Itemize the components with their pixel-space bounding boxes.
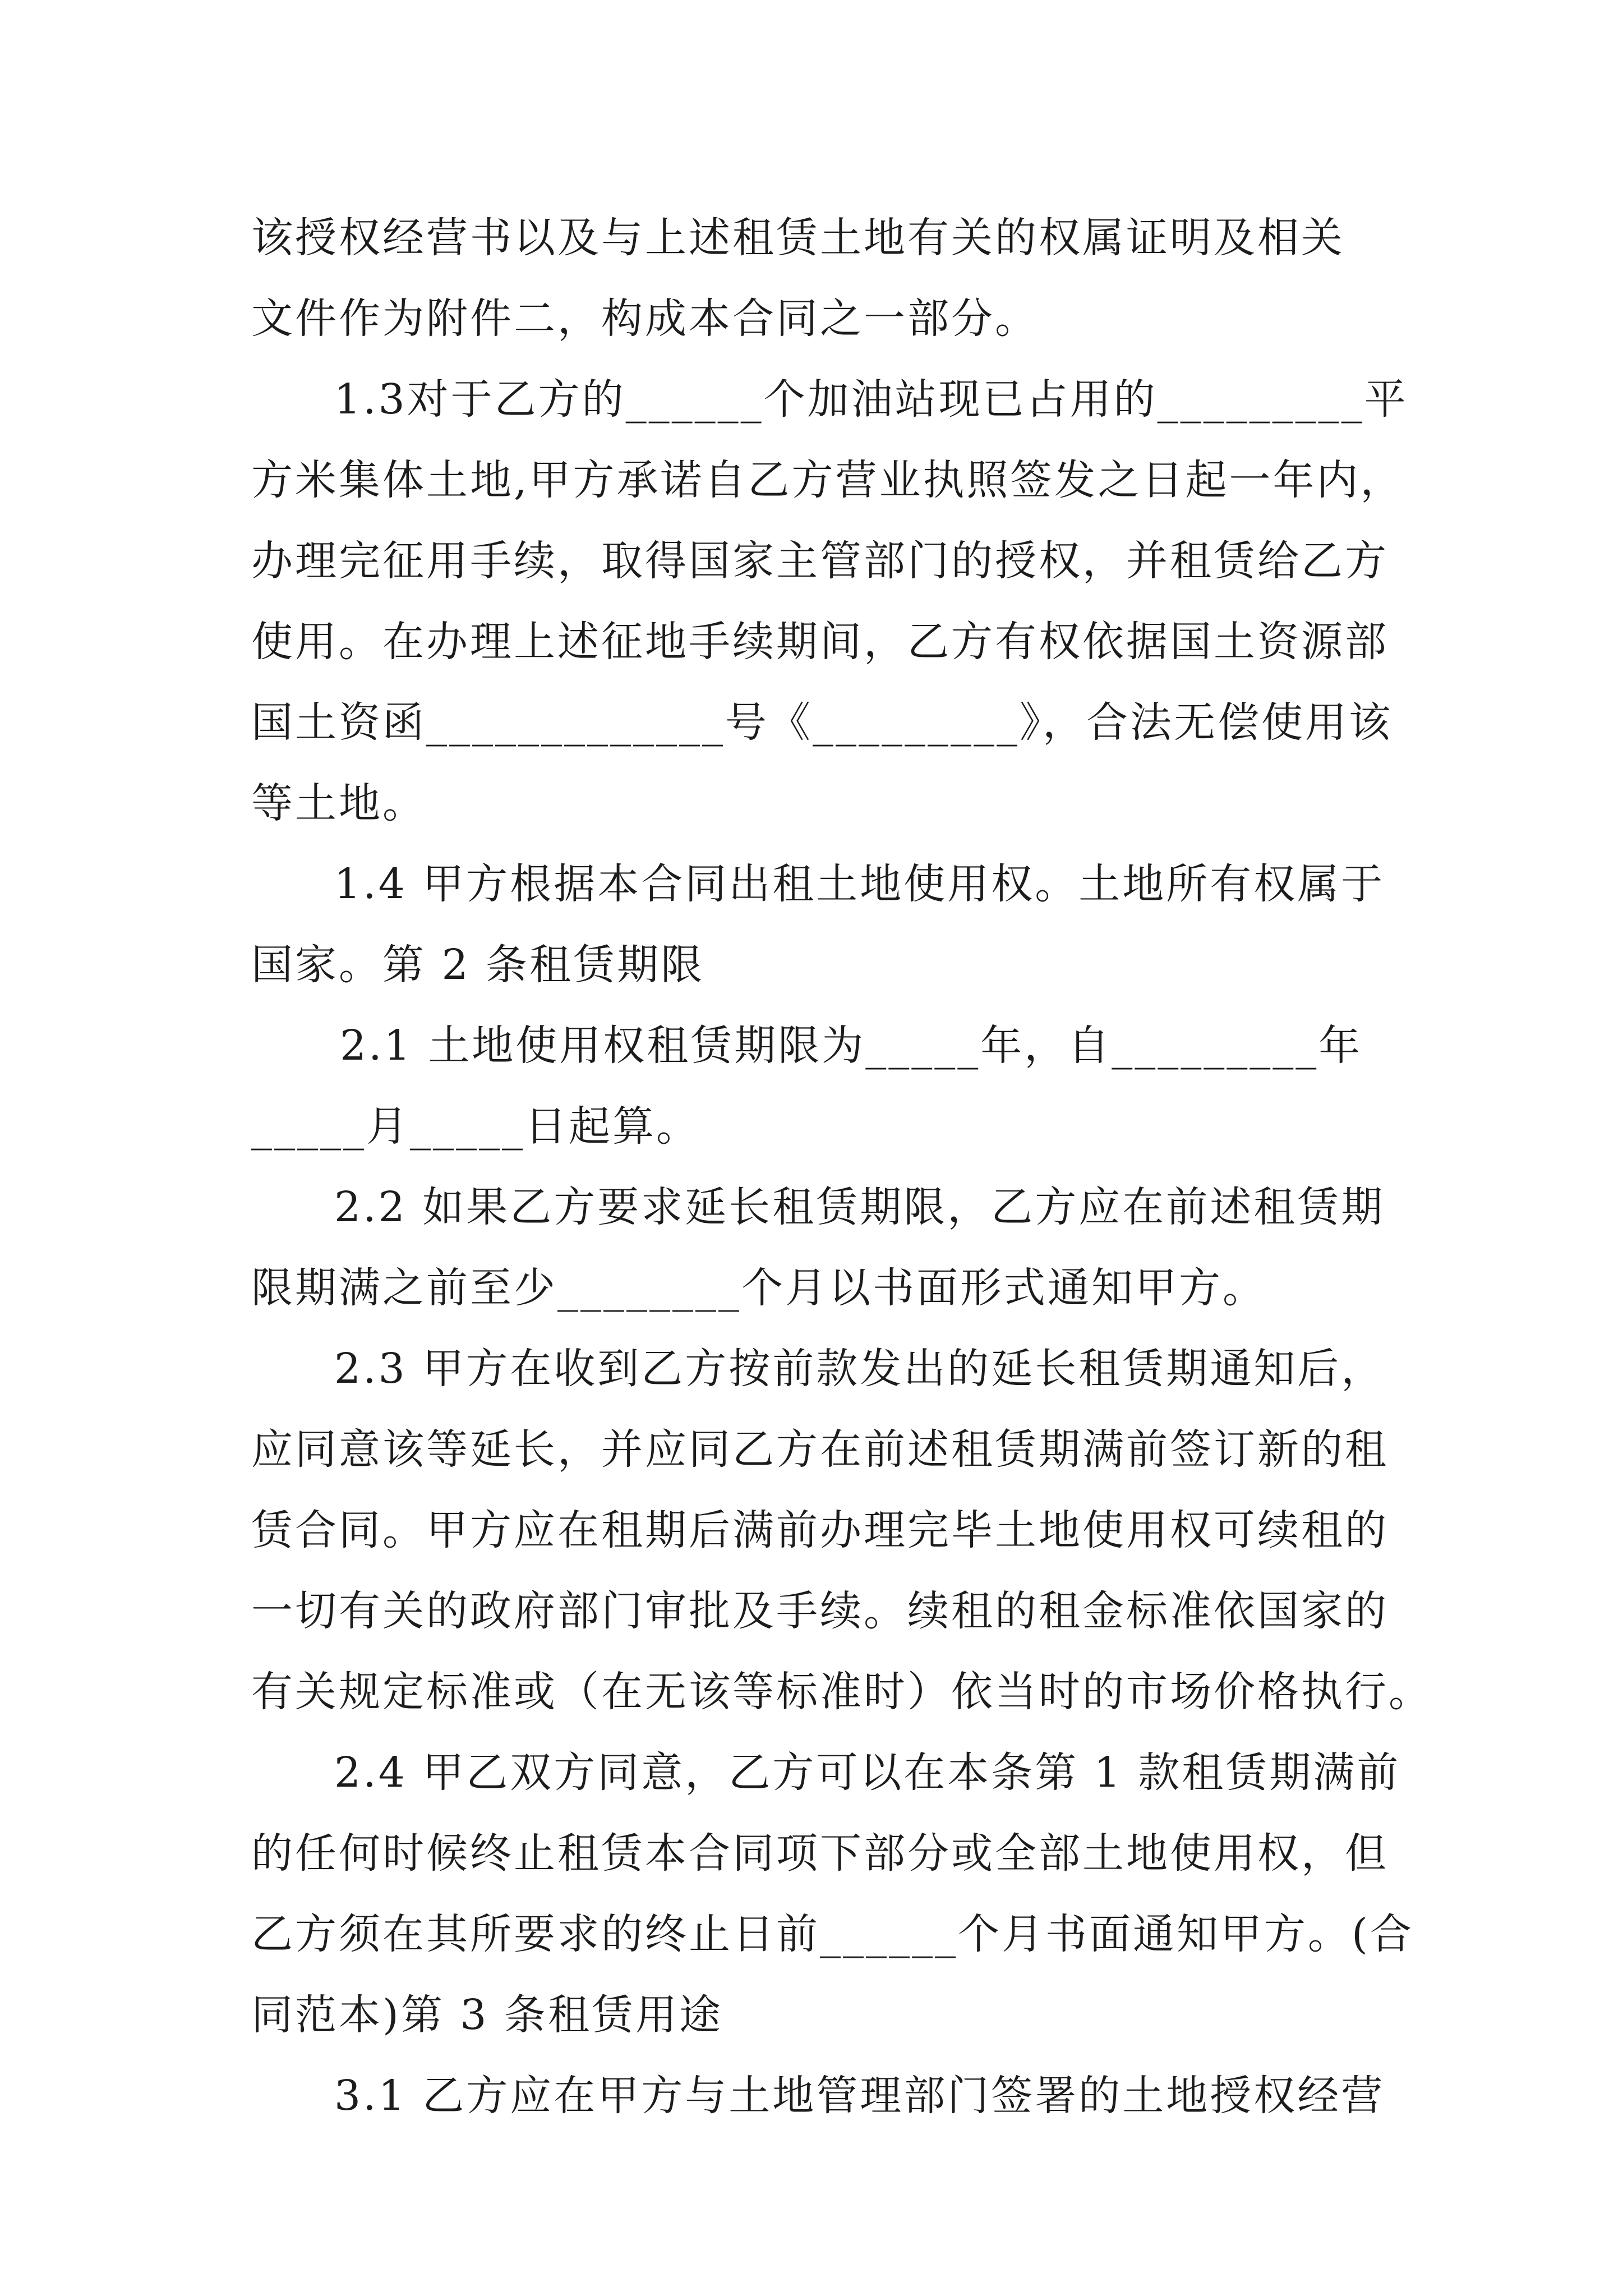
- text-line: 2.4 甲乙双方同意，乙方可以在本条第 1 款租赁期满前: [334, 1749, 1401, 1797]
- text-line: 乙方须在其所要求的终止日前______个月书面通知甲方。(合: [251, 1910, 1414, 1958]
- text-line: 方米集体土地,甲方承诺自乙方营业执照签发之日起一年内，: [251, 456, 1404, 504]
- text-line: 办理完征用手续，取得国家主管部门的授权，并租赁给乙方: [251, 537, 1389, 585]
- text-line: 的任何时候终止租赁本合同项下部分或全部土地使用权，但: [251, 1829, 1389, 1878]
- text-line: 一切有关的政府部门审批及手续。续租的租金标准依国家的: [251, 1587, 1389, 1635]
- text-line: _____月_____日起算。: [251, 1102, 700, 1151]
- text-line: 限期满之前至少________个月以书面形式通知甲方。: [251, 1264, 1266, 1312]
- text-line: 国土资函_____________号《_________》，合法无偿使用该: [251, 698, 1393, 747]
- text-line: 赁合同。甲方应在租期后满前办理完毕土地使用权可续租的: [251, 1506, 1389, 1554]
- text-line: 2.2 如果乙方要求延长租赁期限，乙方应在前述租赁期: [334, 1183, 1385, 1231]
- text-line: 同范本)第 3 条租赁用途: [251, 1991, 723, 2039]
- text-line: 有关规定标准或（在无该等标准时）依当时的市场价格执行。: [251, 1668, 1432, 1716]
- document-body: [251, 197, 1432, 2136]
- text-line: 该授权经营书以及与上述租赁土地有关的权属证明及相关: [251, 214, 1345, 262]
- text-line: 3.1 乙方应在甲方与土地管理部门签署的土地授权经营: [334, 2072, 1385, 2120]
- text-line: 1.3对于乙方的______个加油站现已占用的_________平: [334, 375, 1408, 424]
- text-line: 使用。在办理上述征地手续期间，乙方有权依据国土资源部: [251, 618, 1389, 666]
- text-line: 等土地。: [251, 779, 426, 827]
- text-line: 文件作为附件二，构成本合同之一部分。: [251, 295, 1039, 343]
- text-line: 2.1 土地使用权租赁期限为_____年，自_________年: [340, 1022, 1363, 1070]
- text-line: 应同意该等延长，并应同乙方在前述租赁期满前签订新的租: [251, 1425, 1389, 1474]
- text-line: 国家。第 2 条租赁期限: [251, 941, 705, 989]
- text-line: 2.3 甲方在收到乙方按前款发出的延长租赁期通知后，: [334, 1345, 1385, 1393]
- text-line: 1.4 甲方根据本合同出租土地使用权。土地所有权属于: [334, 860, 1385, 908]
